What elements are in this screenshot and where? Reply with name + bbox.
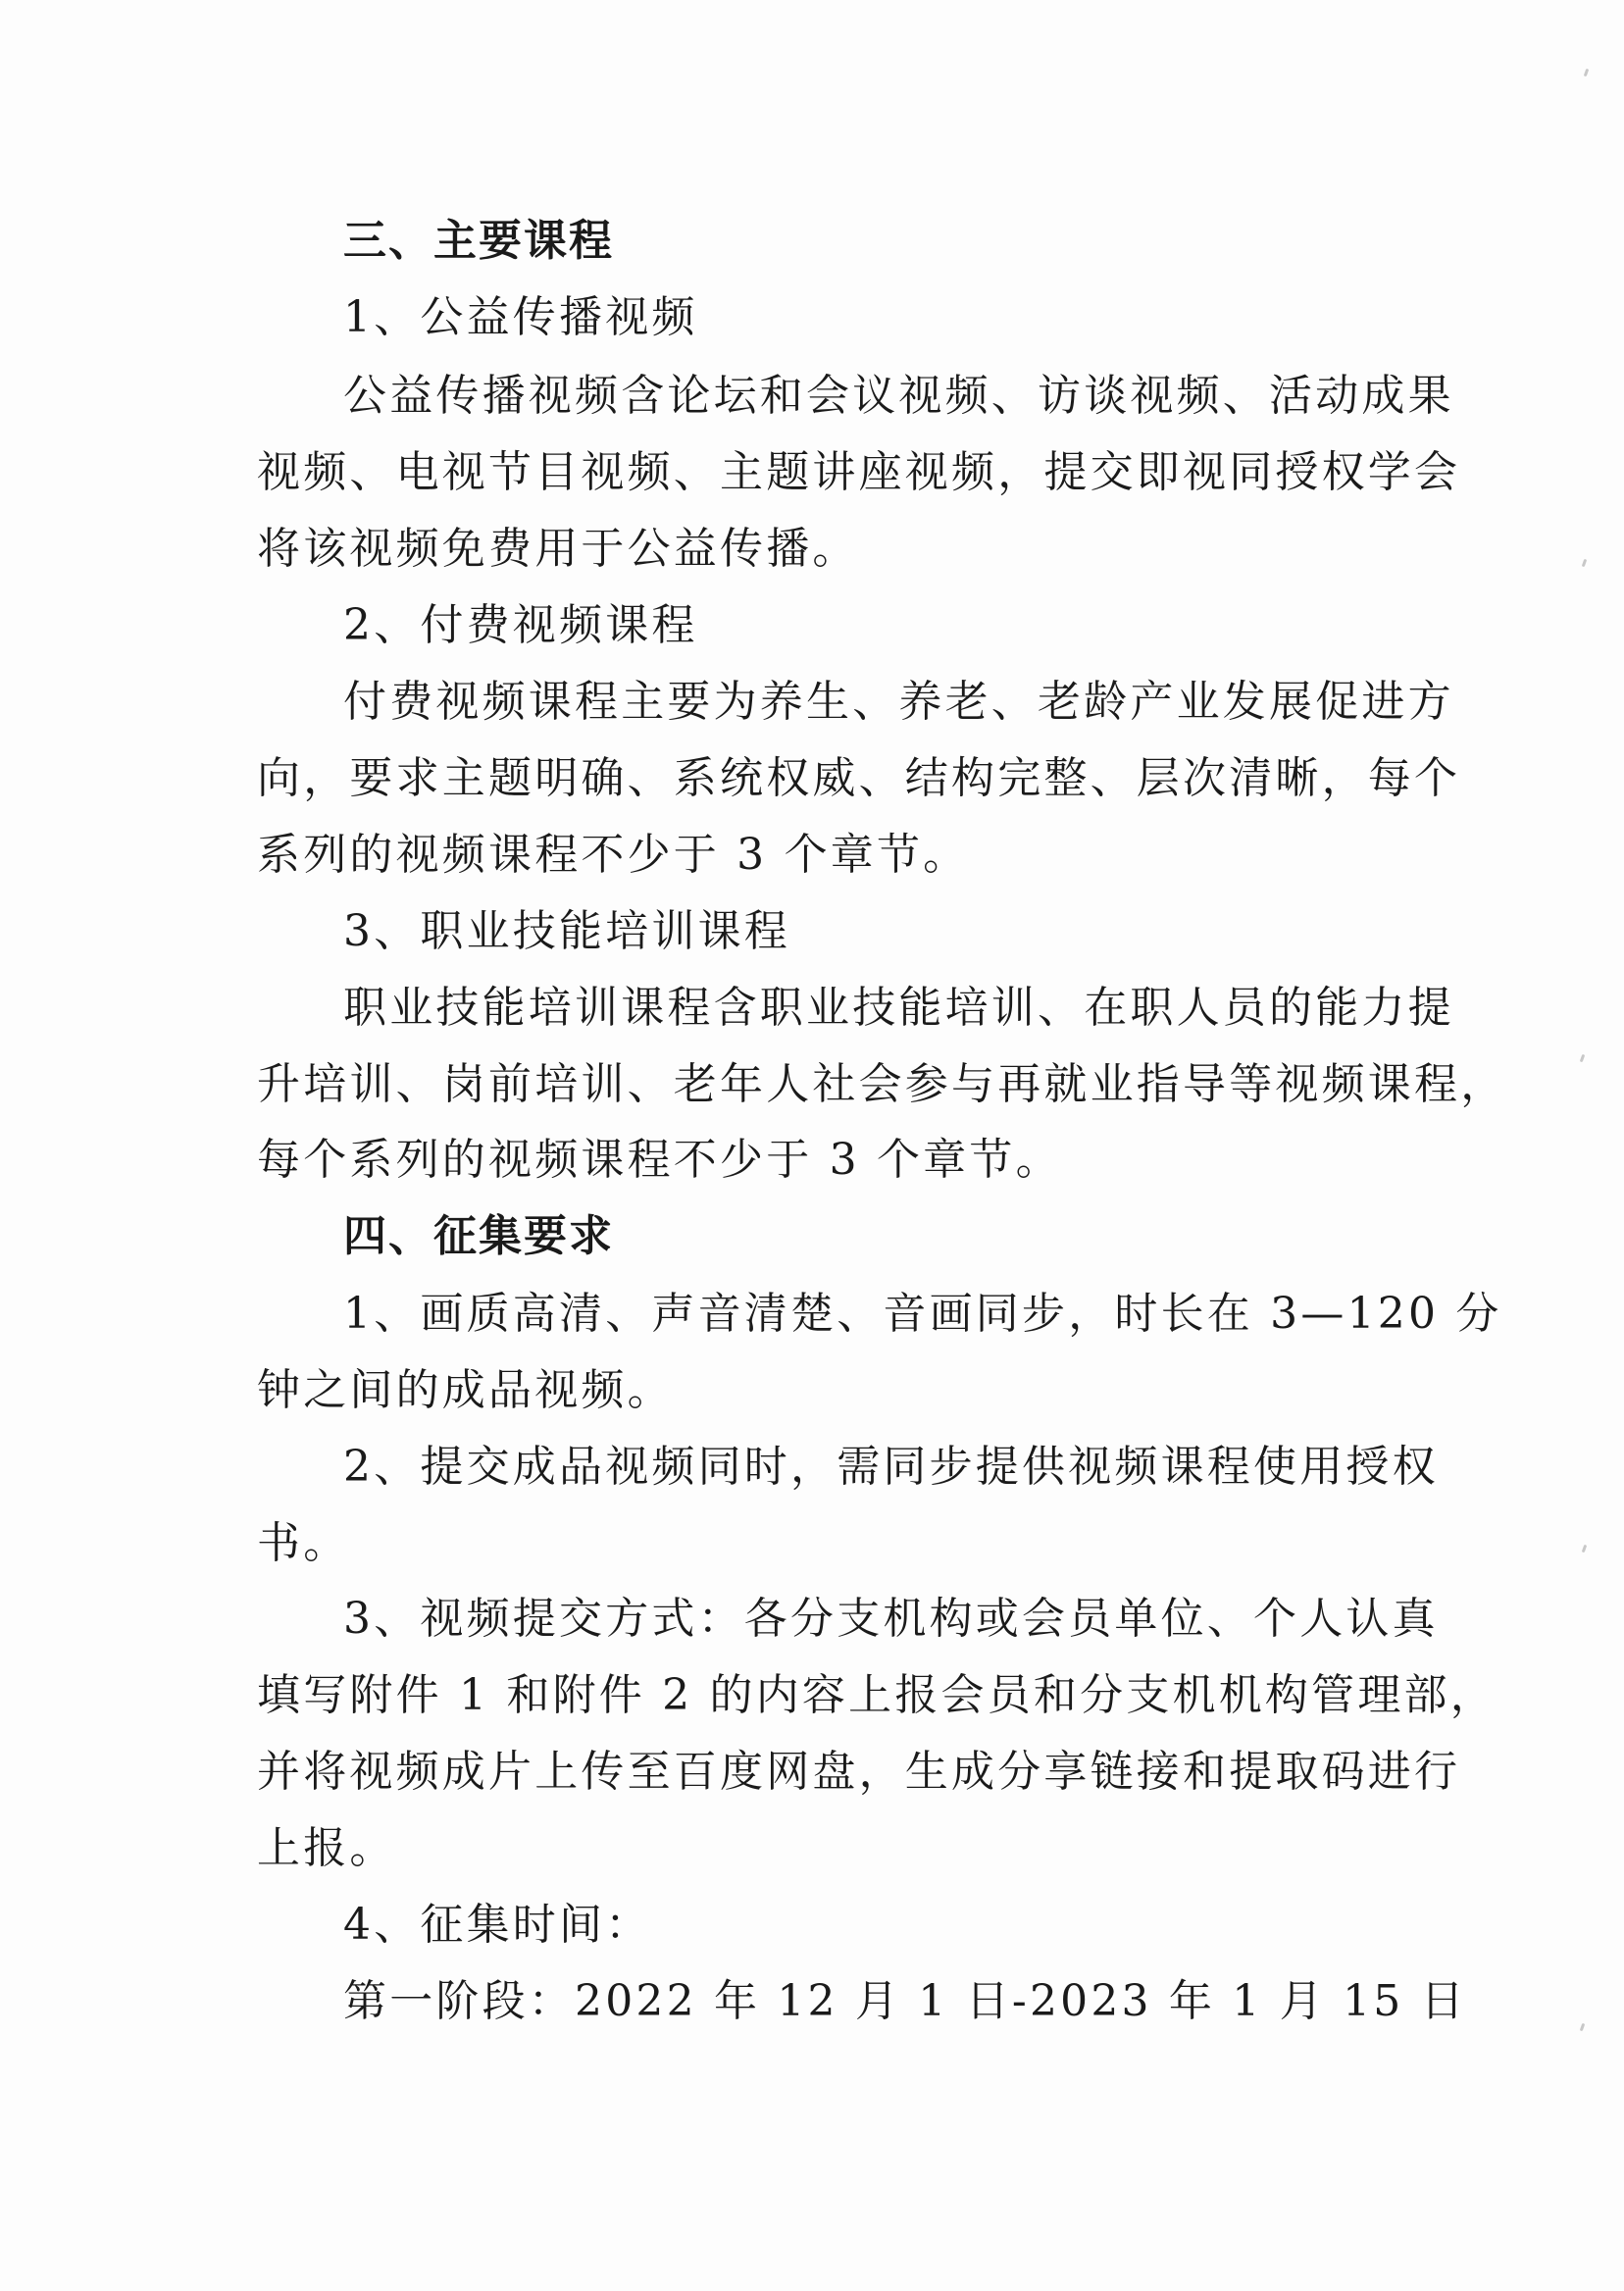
requirement-line: 上报。 bbox=[257, 1823, 396, 1873]
section-heading-main-courses: 三、主要课程 bbox=[343, 216, 614, 266]
paragraph-line: 职业技能培训课程含职业技能培训、在职人员的能力提 bbox=[343, 983, 1454, 1033]
requirement-line: 书。 bbox=[257, 1518, 350, 1568]
paragraph-line: 每个系列的视频课程不少于 3 个章节。 bbox=[257, 1135, 1062, 1185]
requirement-line: 填写附件 1 和附件 2 的内容上报会员和分支机机构管理部， bbox=[257, 1670, 1497, 1720]
scan-artifact bbox=[1582, 559, 1588, 568]
subheading-public-welfare-video: 1、公益传播视频 bbox=[343, 292, 698, 342]
requirement-collection-time: 4、征集时间： bbox=[343, 1900, 652, 1950]
requirement-line: 2、提交成品视频同时，需同步提供视频课程使用授权 bbox=[343, 1442, 1439, 1492]
paragraph-line: 向，要求主题明确、系统权威、结构完整、层次清晰，每个 bbox=[257, 753, 1461, 803]
scan-artifact bbox=[1584, 69, 1590, 77]
requirement-line: 1、画质高清、声音清楚、音画同步，时长在 3—120 分 bbox=[343, 1289, 1502, 1339]
scan-artifact bbox=[1580, 1054, 1586, 1063]
paragraph-line: 视频、电视节目视频、主题讲座视频，提交即视同授权学会 bbox=[257, 447, 1461, 497]
scan-artifact bbox=[1580, 2023, 1586, 2032]
subheading-paid-video-courses: 2、付费视频课程 bbox=[343, 600, 698, 650]
paragraph-line: 付费视频课程主要为养生、养老、老龄产业发展促进方 bbox=[343, 677, 1454, 727]
collection-phase-1: 第一阶段：2022 年 12 月 1 日-2023 年 1 月 15 日 bbox=[343, 1976, 1467, 2026]
requirement-line: 钟之间的成品视频。 bbox=[257, 1365, 674, 1415]
scan-artifact bbox=[1582, 1545, 1588, 1553]
subheading-vocational-training: 3、职业技能培训课程 bbox=[343, 906, 790, 956]
requirement-line: 3、视频提交方式：各分支机构或会员单位、个人认真 bbox=[343, 1594, 1439, 1644]
paragraph-line: 系列的视频课程不少于 3 个章节。 bbox=[257, 830, 970, 880]
paragraph-line: 公益传播视频含论坛和会议视频、访谈视频、活动成果 bbox=[343, 371, 1454, 421]
requirement-line: 并将视频成片上传至百度网盘，生成分享链接和提取码进行 bbox=[257, 1747, 1461, 1797]
section-heading-collection-requirements: 四、征集要求 bbox=[343, 1211, 614, 1261]
paragraph-line: 升培训、岗前培训、老年人社会参与再就业指导等视频课程， bbox=[257, 1059, 1507, 1109]
paragraph-line: 将该视频免费用于公益传播。 bbox=[257, 524, 859, 574]
